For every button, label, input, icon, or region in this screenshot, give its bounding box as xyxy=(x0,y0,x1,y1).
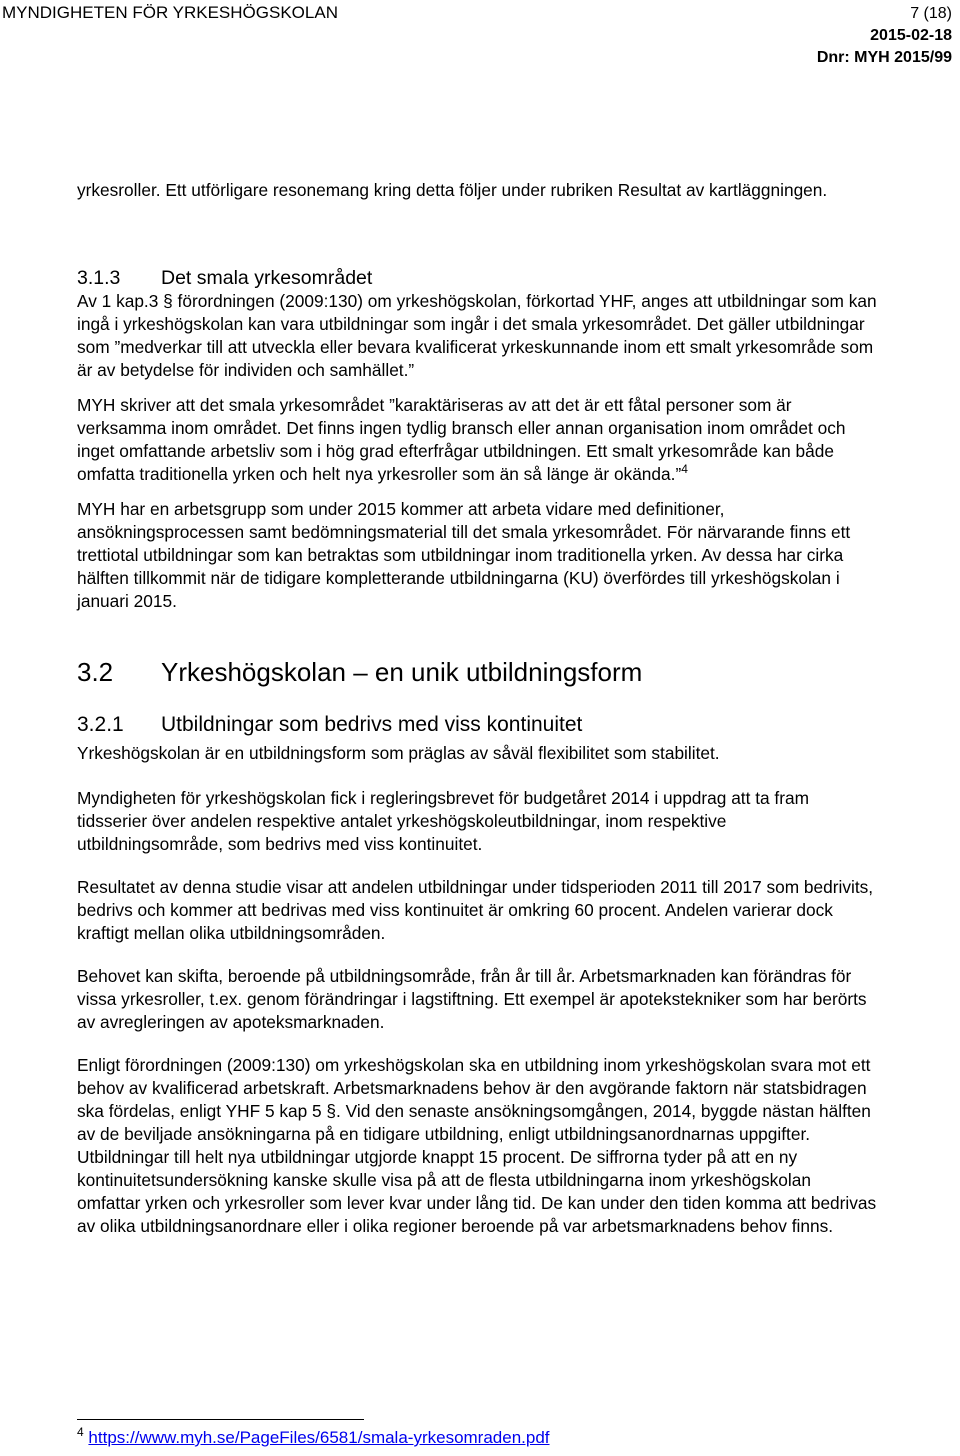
header-meta xyxy=(817,3,952,69)
paragraph: MYH har en arbetsgrupp som under 2015 kommer att arbeta vidare med definitioner, ansökningsprocessen samt bedömningsmaterial till det smala yrkesområdet. För närvarande finns ett trettiotal utbildningar som kan betraktas som utbildningar inom traditionella yrken. Av dessa har cirka hälften tillkommit när de tidigare kompletterande utbildningarna (KU) överfördes till yrkeshögskolan i januari 2015. xyxy=(77,499,851,611)
document-body xyxy=(77,179,877,1238)
paragraph: Behovet kan skifta, beroende på utbildningsområde, från år till år. Arbetsmarknaden kan förändras för vissa yrkesroller, t.ex. genom förändringar i lagstiftning. Ett exempel är apotekstekniker som har berörts av avregleringen av apoteksmarknaden. xyxy=(77,966,867,1032)
footnote-link[interactable]: https://www.myh.se/PageFiles/6581/smala-yrkesomraden.pdf xyxy=(88,1428,550,1447)
registration-number: Dnr: MYH 2015/99 xyxy=(816,49,952,66)
heading-3-2-1 xyxy=(77,712,877,738)
footnote-reference[interactable]: 4 xyxy=(681,462,688,476)
footnote-number: 4 xyxy=(77,1425,84,1439)
paragraph: Myndigheten för yrkeshögskolan fick i regleringsbrevet för budgetåret 2014 i uppdrag att ta fram tidsserier över andelen respektive antalet yrkeshögskoleutbildningar, inom respektive utbildningsområde, som bedrivs med viss kontinuitet. xyxy=(77,788,809,854)
heading-title: Det smala yrkesområdet xyxy=(161,267,373,289)
heading-number: 3.2.1 xyxy=(77,713,124,736)
paragraph: Yrkeshögskolan är en utbildningsform som präglas av såväl flexibilitet som stabilitet. xyxy=(77,743,720,763)
heading-number: 3.1.3 xyxy=(77,267,121,289)
heading-number: 3.2 xyxy=(77,657,114,687)
paragraph: Enligt förordningen (2009:130) om yrkeshögskolan ska en utbildning inom yrkeshögskolan svara mot ett behov av kvalificerad arbetskraft. Arbetsmarknadens behov är den avgörande faktorn när statsbidragen ska fördelas, enligt YHF 5 kap 5 §. Vid den senaste ansökningsomgången, 2014, byggde nästan hälften av de beviljade ansökningarna på en tidigare utbildning, enligt utbildningsanordnarnas uppgifter. Utbildningar till helt nya utbildningar utgjorde knappt 15 procent. De siffrorna tyder på att en ny kontinuitetsundersökning kanske skulle visa på att de flesta utbildningarna inom yrkeshögskolan omfattar yrken och yrkesroller som lever kvar under lång tid. De kan under den tiden komma att bedrivas av olika utbildningsanordnare eller i olika regioner beroende på var arbetsmarknadens behov finns. xyxy=(77,1055,877,1236)
heading-3-2 xyxy=(77,656,877,688)
footnote xyxy=(77,1425,550,1448)
heading-3-1-3 xyxy=(77,266,877,290)
paragraph: Resultatet av denna studie visar att andelen utbildningar under tidsperioden 2011 till 2017 som bedrivits, bedrivs och kommer att bedrivas med viss kontinuitet är omkring 60 procent. Andelen varierar dock kraftigt mellan olika utbildningsområden. xyxy=(77,877,874,943)
paragraph xyxy=(77,394,877,486)
page-number: 7 (18) xyxy=(910,5,952,22)
paragraph-text: MYH skriver att det smala yrkesområdet ”karaktäriseras av att det är ett fåtal personer som är verksamma inom området. Det finns ingen tydlig bransch eller annan organisation inom området och inget omfattande arbetsliv som i hög grad efterfrågar utbildningen. Ett smalt yrkesområde kan både omfatta traditionella yrken och helt nya yrkesroller som än så länge är okända.” xyxy=(77,395,846,484)
header-organization: MYNDIGHETEN FÖR YRKESHÖGSKOLAN xyxy=(2,3,338,22)
paragraph: Av 1 kap.3 § förordningen (2009:130) om yrkeshögskolan, förkortad YHF, anges att utbildningar som kan ingå i yrkeshögskolan kan vara utbildningar som ingår i det smala yrkesområdet. Det gäller utbildningar som ”medverkar till att utveckla eller bevara kvalificerat yrkeskunnande inom ett smalt yrkesområde som är av betydelse för individen och samhället.” xyxy=(77,291,877,380)
footnote-separator xyxy=(77,1419,364,1420)
paragraph-continued: yrkesroller. Ett utförligare resonemang kring detta följer under rubriken Resultat av kartläggningen. xyxy=(77,180,828,200)
heading-title: Utbildningar som bedrivs med viss kontinuitet xyxy=(161,713,583,736)
heading-title: Yrkeshögskolan – en unik utbildningsform xyxy=(161,657,643,687)
document-date: 2015-02-18 xyxy=(870,27,952,44)
